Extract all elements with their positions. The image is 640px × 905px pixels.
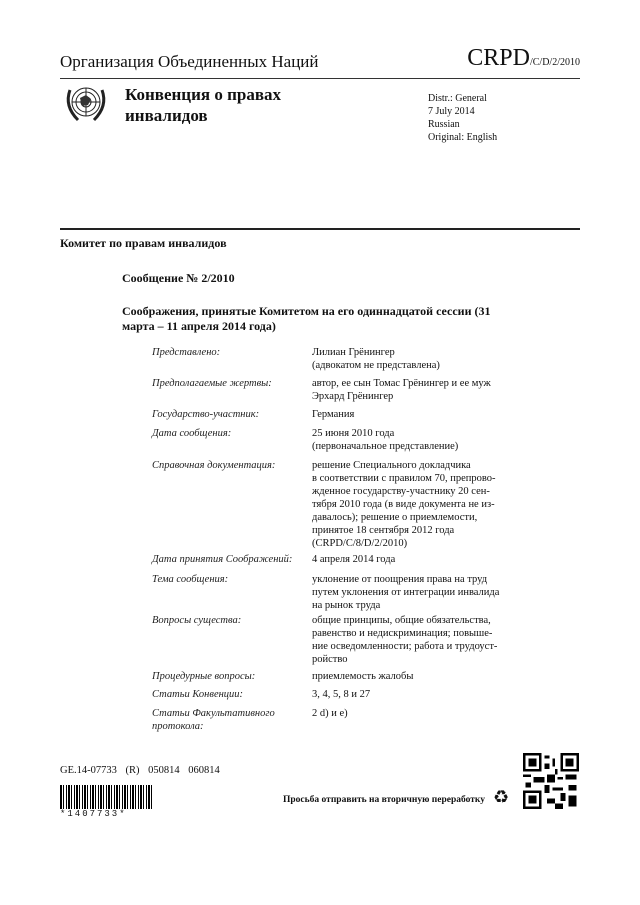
row-label: Государство-участник: [152, 409, 260, 420]
row-value: Лилиан Грёнингер (адвокатом не представлена) [312, 347, 440, 371]
communication-number: Сообщение № 2/2010 [122, 271, 235, 285]
views-heading: Соображения, принятые Комитетом на его одиннадцатой сессии (31 марта – 11 апреля 2014 года) [122, 304, 491, 333]
symbol-main: CRPD [467, 45, 530, 71]
row-value: 3, 4, 5, 8 и 27 [312, 689, 371, 700]
row-label: Статьи Конвенции: [152, 689, 244, 700]
row-value: автор, ее сын Томас Грёнингер и ее муж Эрхард Грёнингер [312, 378, 491, 402]
document-symbol [467, 45, 580, 72]
symbol-suffix: /C/D/2/2010 [529, 57, 580, 68]
row-value: 4 апреля 2014 года [312, 554, 396, 565]
document-title: Конвенция о правах инвалидов [125, 85, 282, 125]
job-number: GE.14-07733 (R) 050814 060814 [60, 765, 220, 776]
qr-code-icon [523, 752, 579, 810]
row-label: Дата принятия Соображений: [152, 554, 293, 565]
date-line: 7 July 2014 [428, 106, 475, 117]
language-line: Russian [428, 119, 460, 130]
row-label: Предполагаемые жертвы: [152, 378, 272, 389]
row-value: 25 июня 2010 года (первоначальное представление) [312, 428, 459, 452]
header-rule [60, 78, 580, 79]
barcode [60, 785, 152, 809]
organization-name: Организация Объединенных Наций [60, 52, 319, 71]
row-value: Германия [312, 409, 355, 420]
barcode-number: *1407733* [60, 809, 127, 819]
recycle-text: Просьба отправить на вторичную переработку [283, 795, 485, 805]
row-label: Дата сообщения: [152, 428, 232, 439]
row-label: Процедурные вопросы: [152, 671, 256, 682]
row-value: 2 d) и e) [312, 708, 348, 719]
row-value: решение Специального докладчика в соответствии с правилом 70, препрово- жденное государству-участнику 20 сен- тября 2010 года (в виде документа не из- давалось); решение о приемлемости, принятое 18 сентября 2012 года (CRPD/C/8/D/2/2010) [312, 460, 496, 549]
row-label: Справочная документация: [152, 460, 276, 471]
recycle-icon: ♻ [493, 787, 510, 807]
original-line: Original: English [428, 132, 498, 143]
distribution-block [428, 92, 497, 144]
row-value: уклонение от поощрения права на труд путем уклонения от интеграции инвалида на рынок труда [312, 574, 500, 611]
row-value: общие принципы, общие обязательства, равенство и недискриминация; повыше- ние осведомленности; работа и трудоуст- ройство [312, 615, 498, 665]
title-rule [60, 228, 580, 230]
row-label: Статьи Факультативного протокола: [152, 708, 275, 732]
row-label: Тема сообщения: [152, 574, 229, 585]
row-label: Вопросы существа: [152, 615, 242, 626]
row-value: приемлемость жалобы [312, 671, 414, 682]
un-emblem-icon [62, 82, 110, 126]
committee-name: Комитет по правам инвалидов [60, 236, 227, 250]
row-label: Представлено: [152, 347, 221, 358]
distr-line: Distr.: General [428, 93, 487, 104]
